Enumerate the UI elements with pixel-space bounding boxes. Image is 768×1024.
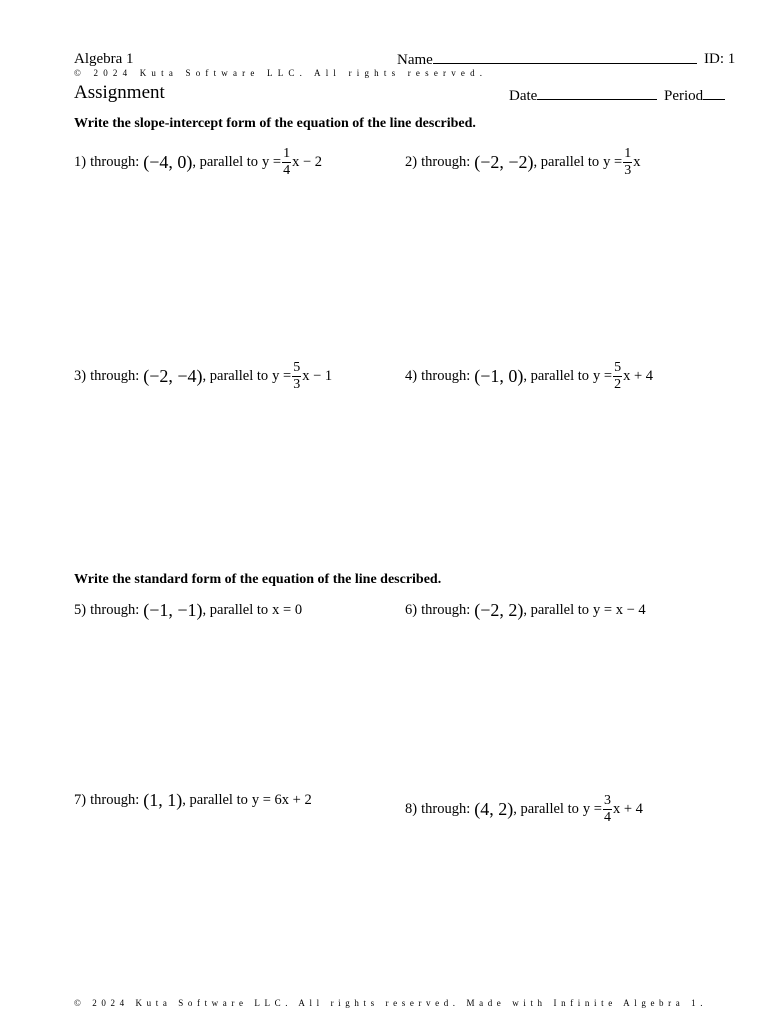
problem-number: 8)	[405, 801, 418, 817]
point: (4, 2)	[474, 799, 514, 819]
parallel-label: parallel to	[530, 602, 590, 618]
problem-7: 7) through: (1, 1) , parallel to y = 6x + 2	[74, 790, 312, 810]
through-label: through:	[90, 154, 140, 170]
fraction	[282, 147, 291, 178]
fraction-denominator: 4	[283, 163, 291, 178]
problem-number: 5)	[74, 602, 87, 618]
problem-number: 6)	[405, 602, 418, 618]
problem-number: 2)	[405, 154, 418, 170]
equation-lhs: y =	[603, 154, 623, 170]
course-name: Algebra 1	[74, 51, 134, 67]
fraction-numerator: 3	[603, 793, 611, 808]
through-label: through:	[90, 368, 140, 384]
problem-2: 2) through: (−2, −2) , parallel to y = $\frac{1}{3}$ x	[405, 146, 641, 178]
fraction-numerator: 1	[283, 146, 291, 161]
section-instruction: Write the slope-intercept form of the equation of the line described.	[74, 116, 476, 131]
point: (−4, 0)	[143, 152, 193, 172]
problem-5: 5) through: (−1, −1) , parallel to x = 0	[74, 600, 303, 620]
period-label: Period	[664, 88, 704, 104]
footer-copyright: © 2024 Kuta Software LLC. All rights reserved. Made with Infinite Algebra 1.	[74, 998, 708, 1008]
period-field[interactable]	[664, 87, 725, 105]
point: (−1, −1)	[143, 600, 203, 620]
through-label: through:	[421, 154, 471, 170]
fraction-denominator: 3	[624, 163, 632, 178]
equation-rest: x + 4	[623, 368, 654, 384]
equation: y = x − 4	[593, 602, 646, 618]
problem-number: 7)	[74, 792, 87, 808]
equation: y = 6x + 2	[251, 792, 312, 808]
copyright-line: © 2024 Kuta Software LLC. All rights reserved.	[74, 68, 488, 78]
name-label: Name	[397, 52, 433, 68]
through-label: through:	[421, 368, 471, 384]
fraction-numerator: 5	[614, 360, 622, 375]
equation-rest: x − 1	[302, 368, 333, 384]
problem-4: 4) through: (−1, 0) , parallel to y = $\frac{5}{2}$ x + 4	[405, 360, 654, 392]
period-blank	[703, 87, 725, 100]
fraction	[623, 147, 632, 178]
fraction	[292, 361, 301, 392]
page-title: Assignment	[74, 82, 165, 103]
equation-rest: x − 2	[292, 154, 323, 170]
point: (−2, −4)	[143, 366, 203, 386]
equation-lhs: y =	[593, 368, 613, 384]
fraction-denominator: 2	[614, 377, 622, 392]
equation: x = 0	[272, 602, 303, 618]
fraction	[603, 794, 612, 825]
through-label: through:	[421, 801, 471, 817]
through-label: through:	[421, 602, 471, 618]
date-field[interactable]	[509, 87, 657, 105]
section-instruction: Write the standard form of the equation of the line described.	[74, 572, 442, 587]
equation-rest: x	[633, 154, 641, 170]
parallel-label: parallel to	[530, 368, 590, 384]
equation-rest: x + 4	[612, 801, 643, 817]
id-label: ID: 1	[704, 51, 736, 67]
problem-number: 1)	[74, 154, 87, 170]
parallel-label: parallel to	[209, 602, 269, 618]
equation-lhs: y =	[582, 801, 602, 817]
through-label: through:	[90, 602, 140, 618]
fraction	[613, 361, 622, 392]
name-blank	[433, 51, 697, 64]
parallel-label: parallel to	[209, 368, 269, 384]
parallel-label: parallel to	[540, 154, 600, 170]
problem-8: 8) through: (4, 2) , parallel to y = $\frac{3}{4}$ x + 4	[405, 793, 643, 825]
date-label: Date	[509, 88, 538, 104]
problem-1: 1) through: (−4, 0) , parallel to y = $\frac{1}{4}$ x − 2	[74, 146, 323, 178]
parallel-label: parallel to	[189, 792, 248, 808]
problem-number: 4)	[405, 368, 418, 384]
fraction-denominator: 3	[293, 377, 301, 392]
problem-6: 6) through: (−2, 2) , parallel to y = x − 4	[405, 600, 646, 620]
problem-3: 3) through: (−2, −4) , parallel to y = $\frac{5}{3}$ x − 1	[74, 360, 333, 392]
equation-lhs: y =	[272, 368, 292, 384]
fraction-denominator: 4	[603, 810, 611, 825]
fraction-numerator: 5	[293, 360, 301, 375]
point: (−2, −2)	[474, 152, 534, 172]
parallel-label: parallel to	[520, 801, 579, 817]
point: (−1, 0)	[474, 366, 524, 386]
through-label: through:	[90, 792, 140, 808]
equation-lhs: y =	[262, 154, 282, 170]
problem-number: 3)	[74, 368, 87, 384]
name-field[interactable]	[397, 51, 697, 69]
date-blank	[537, 87, 657, 100]
point: (1, 1)	[143, 790, 183, 810]
parallel-label: parallel to	[199, 154, 259, 170]
point: (−2, 2)	[474, 600, 524, 620]
fraction-numerator: 1	[624, 146, 632, 161]
